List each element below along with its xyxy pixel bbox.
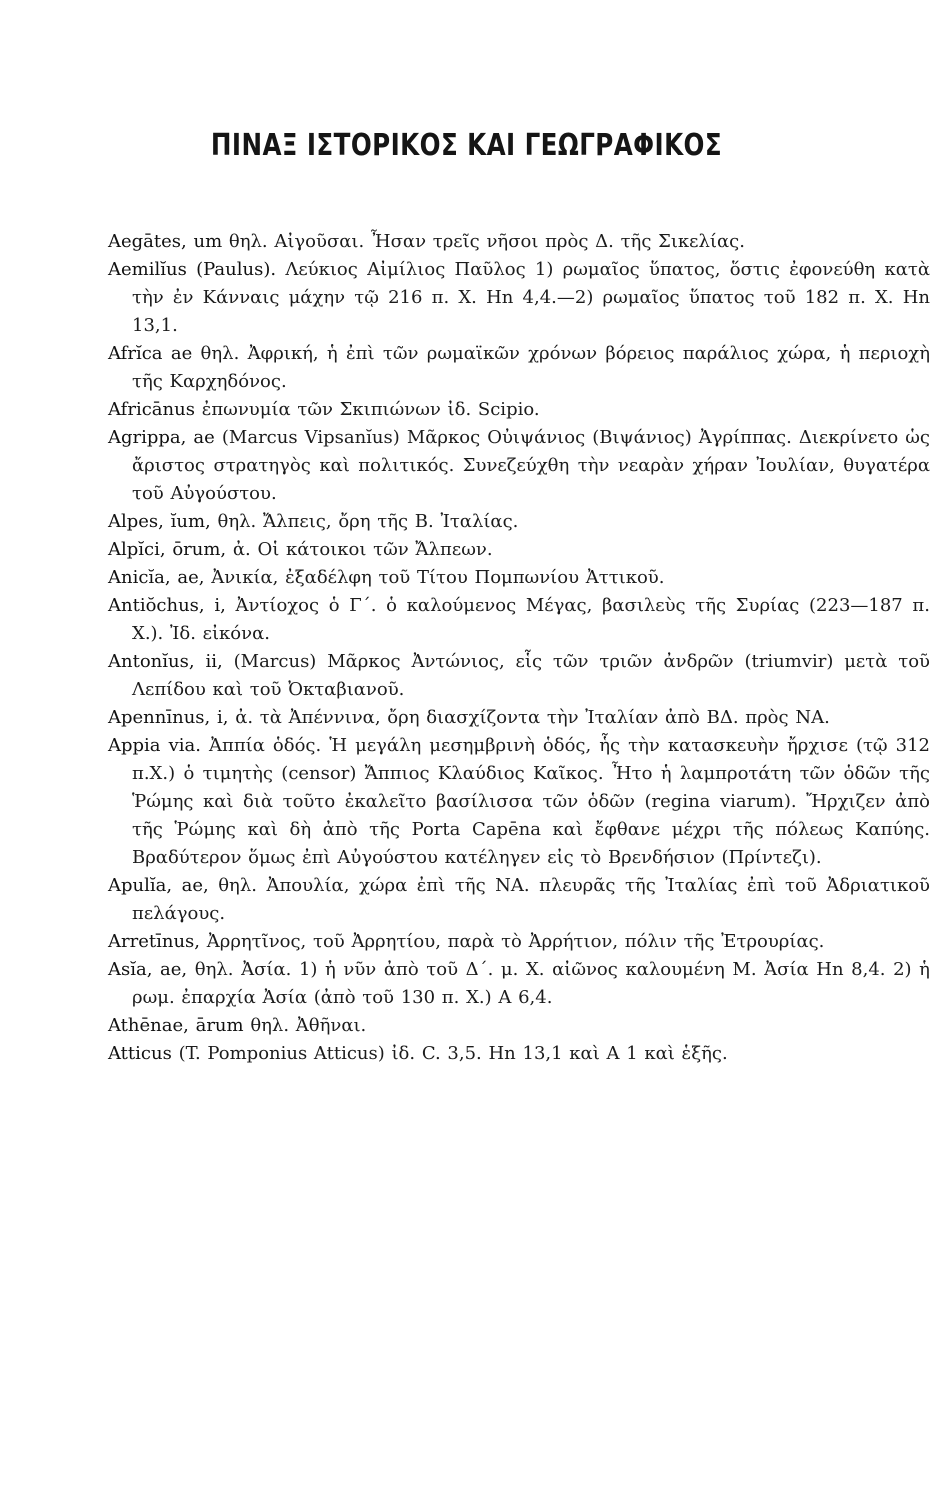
page-title: ΠΙΝΑΞ ΙΣΤΟΡΙΚΟΣ ΚΑΙ ΓΕΩΓΡΑΦΙΚΟΣ <box>210 128 723 163</box>
entry-text: ἀ. τὰ Ἀπέννινα, ὄρη διασχίζοντα τὴν Ἰταλίαν ἀπὸ ΒΔ. πρὸς ΝΑ. <box>235 707 830 728</box>
entry-text: Ἀνικία, ἐξαδέλφη τοῦ Τίτου Πομπωνίου Ἀττικοῦ. <box>211 567 665 588</box>
entry-text: Ἀντίοχος ὁ Γ΄. ὁ καλούμενος Μέγας, βασιλεὺς τῆς Συρίας (223—187 π. Χ.). Ἰδ. εἰκόνα. <box>132 595 930 644</box>
index-entry-apenninus <box>108 704 930 732</box>
entry-text: θηλ. Ἄλπεις, ὄρη τῆς Β. Ἰταλίας. <box>217 511 519 532</box>
entry-lemma: Antonĭus, ii, <box>108 651 223 672</box>
entry-text: ἀ. Οἱ κάτοικοι τῶν Ἄλπεων. <box>232 539 493 560</box>
entry-text: θηλ. Ἀπουλία, χώρα ἐπὶ τῆς ΝΑ. πλευρᾶς τῆς Ἰταλίας ἐπὶ τοῦ Ἀδριατικοῦ πελάγους. <box>132 875 930 924</box>
entry-lemma: Atticus <box>108 1043 172 1064</box>
entry-text: θηλ. Ἀσία. 1) ἡ νῦν ἀπὸ τοῦ Δ΄. μ. Χ. αἰῶνος καλουμένη Μ. Ἀσία Hn 8,4. 2) ἡ ρωμ. ἐπαρχία Ἀσία (ἀπὸ τοῦ 130 π. Χ.) Α 6,4. <box>132 959 930 1008</box>
entry-text: ἐπωνυμία τῶν Σκιπιώνων ἰδ. Scipio. <box>201 399 540 420</box>
entry-lemma: Agrippa, ae <box>108 427 215 448</box>
entry-lemma: Asĭa, ae, <box>108 959 188 980</box>
entry-text: Ἀππία ὁδός. Ἡ μεγάλη μεσημβρινὴ ὁδός, ἧς τὴν κατασκευὴν ἤρχισε (τῷ 312 π.Χ.) ὁ τιμητὴς (censor) Ἄππιος Κλαύδιος Καῖκος. Ἦτο ἡ λαμπροτάτη τῶν ὁδῶν τῆς Ῥώμης καὶ διὰ τοῦτο ἐκαλεῖτο βασίλισσα τῶν ὁδῶν (regina viarum). Ἤρχιζεν ἀπὸ τῆς Ῥώμης καὶ δὴ ἀπὸ τῆς Porta Capēna καὶ ἔφθανε μέχρι τῆς πόλεως Καπύης. Βραδύτερον ὅμως ἐπὶ Αὐγούστου κατέληγεν εἰς τὸ Βρενδήσιον (Πρίντεζι). <box>132 735 930 868</box>
entry-lemma: Apulĭa, ae, <box>108 875 209 896</box>
entry-lemma: Anicĭa, ae, <box>108 567 205 588</box>
index-entry-athenae <box>108 1012 930 1040</box>
entry-lemma: Aegātes, um <box>108 231 223 252</box>
index-entry-anicia <box>108 564 930 592</box>
entry-lemma: Alpes, ĭum, <box>108 511 211 532</box>
index-entry-apulia <box>108 872 930 928</box>
index-entry-appia-via <box>108 732 930 872</box>
entry-text: θηλ. Αἰγοῦσαι. Ἦσαν τρεῖς νῆσοι πρὸς Δ. τῆς Σικελίας. <box>228 231 745 252</box>
index-entry-aemilius <box>108 256 930 340</box>
entry-text: (Marcus) Μᾶρκος Ἀντώνιος, εἷς τῶν τριῶν ἀνδρῶν (triumvir) μετὰ τοῦ Λεπίδου καὶ τοῦ Ὀκταβιανοῦ. <box>132 651 931 700</box>
index-entry-antonius <box>108 648 930 704</box>
entry-text: θηλ. Ἀφρική, ἡ ἐπὶ τῶν ρωμαϊκῶν χρόνων βόρειος παράλιος χώρα, ἡ περιοχὴ τῆς Καρχηδόνος. <box>132 343 930 392</box>
index-entry-arretinus <box>108 928 930 956</box>
entry-lemma: Athēnae, ārum <box>108 1015 244 1036</box>
entry-text: (T. Pomponius Atticus) ἰδ. C. 3,5. Hn 13,1 καὶ Α 1 καὶ ἑξῆς. <box>178 1043 728 1064</box>
entry-lemma: Alpĭci, ōrum, <box>108 539 227 560</box>
index-entry-antiochus <box>108 592 930 648</box>
index-entry-africanus <box>108 396 930 424</box>
entry-text: (Marcus Vipsanĭus) Μᾶρκος Οὐιψάνιος (Βιψάνιος) Ἀγρίππας. Διεκρίνετο ὡς ἄριστος στρατηγὸς καὶ πολιτικός. Συνεζεύχθη τὴν νεαρὰν χήραν Ἰουλίαν, θυγατέρα τοῦ Αὐγούστου. <box>132 427 930 504</box>
entry-lemma: Apennīnus, i, <box>108 707 229 728</box>
entry-lemma: Appia via. <box>108 735 201 756</box>
entry-text: Ἀρρητῖνος, τοῦ Ἀρρητίου, παρὰ τὸ Ἀρρήτιον, πόλιν τῆς Ἐτρουρίας. <box>206 931 825 952</box>
entry-text: Λεύκιος Αἰμίλιος Παῦλος 1) ρωμαῖος ὕπατος, ὅστις ἐφονεύθη κατὰ τὴν ἐν Κάνναις μάχην τῷ 216 π. Χ. Hn 4,4.—2) ρωμαῖος ὕπατος τοῦ 182 π. Χ. Hn 13,1. <box>132 259 930 336</box>
index-entry-asia <box>108 956 930 1012</box>
index-entry-alpici <box>108 536 930 564</box>
index-entry-atticus <box>108 1040 930 1068</box>
entry-lemma: Afrĭca ae <box>108 343 193 364</box>
index-entry-agrippa <box>108 424 930 508</box>
index-entry-africa <box>108 340 930 396</box>
entry-lemma: Africānus <box>108 399 195 420</box>
index-entry-alpes <box>108 508 930 536</box>
entry-lemma: Antiŏchus, i, <box>108 595 226 616</box>
entry-lemma: Arretīnus, <box>108 931 200 952</box>
entry-lemma: Aemilĭus (Paulus). <box>108 259 277 280</box>
entry-text: θηλ. Ἀθῆναι. <box>250 1015 367 1036</box>
index-entries <box>108 228 930 1068</box>
index-entry-aegates <box>108 228 930 256</box>
